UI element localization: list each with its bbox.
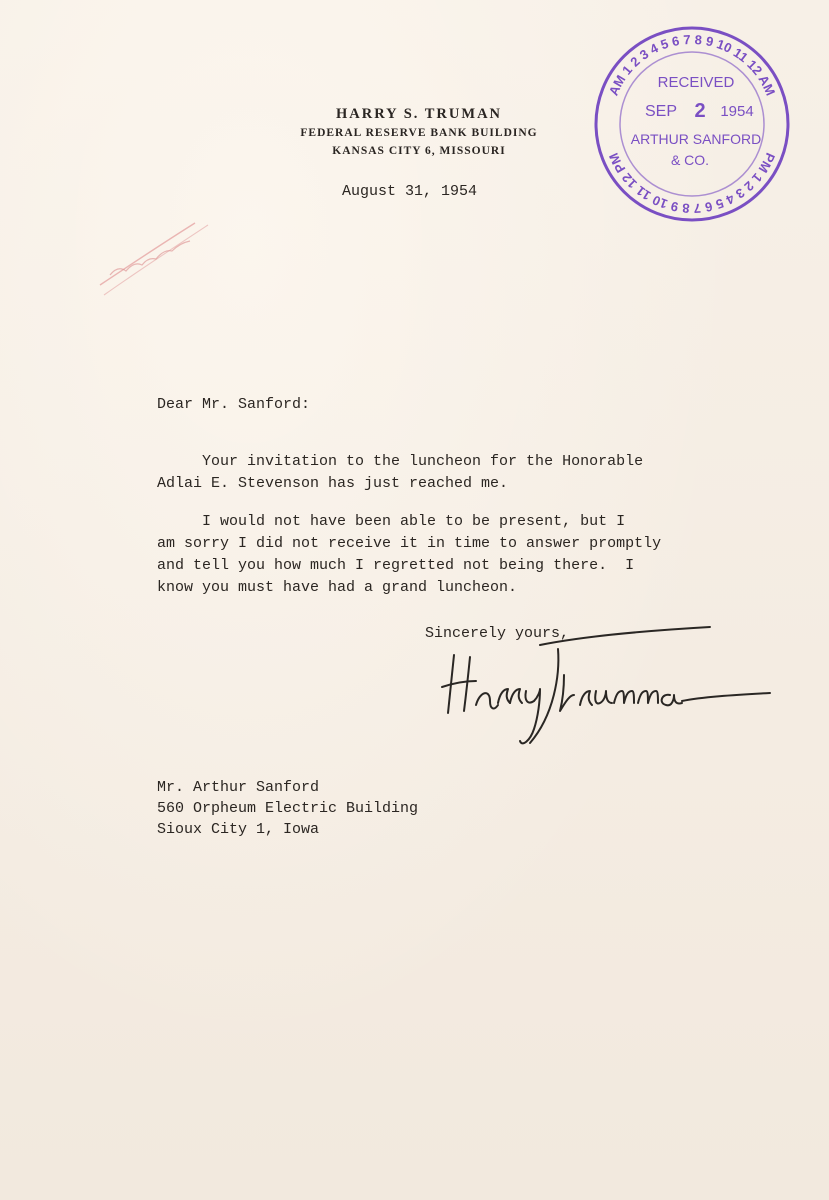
letter-date: August 31, 1954 [342, 183, 478, 200]
letterhead [288, 104, 550, 160]
closing: Sincerely yours, [425, 625, 570, 642]
body-paragraph-1: Your invitation to the luncheon for the Honorable Adlai E. Stevenson has just reached me. [157, 453, 644, 492]
stamp-ring-bottom: PM 1 2 3 4 5 6 7 8 9 10 11 12 PM [605, 150, 779, 217]
letterhead-name: HARRY S. TRUMAN [335, 106, 503, 122]
recipient-name: Mr. Arthur Sanford [157, 779, 320, 796]
stamp-ring-top: AM 1 2 3 4 5 6 7 8 9 10 11 12 AM [605, 31, 779, 98]
received-stamp [592, 24, 792, 224]
stamp-month: SEP [644, 103, 678, 120]
stamp-header: RECEIVED [657, 74, 735, 91]
letterhead-address-line2: KANSAS CITY 6, MISSOURI [332, 145, 506, 157]
stamp-company-line2: & CO. [670, 152, 710, 168]
salutation: Dear Mr. Sanford: [157, 396, 311, 413]
stamp-company-line1: ARTHUR SANFORD [630, 131, 762, 147]
pencil-notation [90, 175, 240, 325]
recipient-address [157, 777, 418, 840]
letterhead-address-line1: FEDERAL RESERVE BANK BUILDING [300, 127, 538, 139]
recipient-city: Sioux City 1, Iowa [157, 821, 320, 838]
stamp-day: 2 [694, 100, 706, 122]
stamp-year: 1954 [720, 103, 754, 120]
recipient-street: 560 Orpheum Electric Building [157, 800, 419, 817]
body-paragraph-2: I would not have been able to be present, but I am sorry I did not receive it in time to answer promptly and tell you how much I regretted not being there. I know you must have had a grand luncheon. [157, 513, 662, 596]
handwritten-signature [430, 615, 790, 755]
